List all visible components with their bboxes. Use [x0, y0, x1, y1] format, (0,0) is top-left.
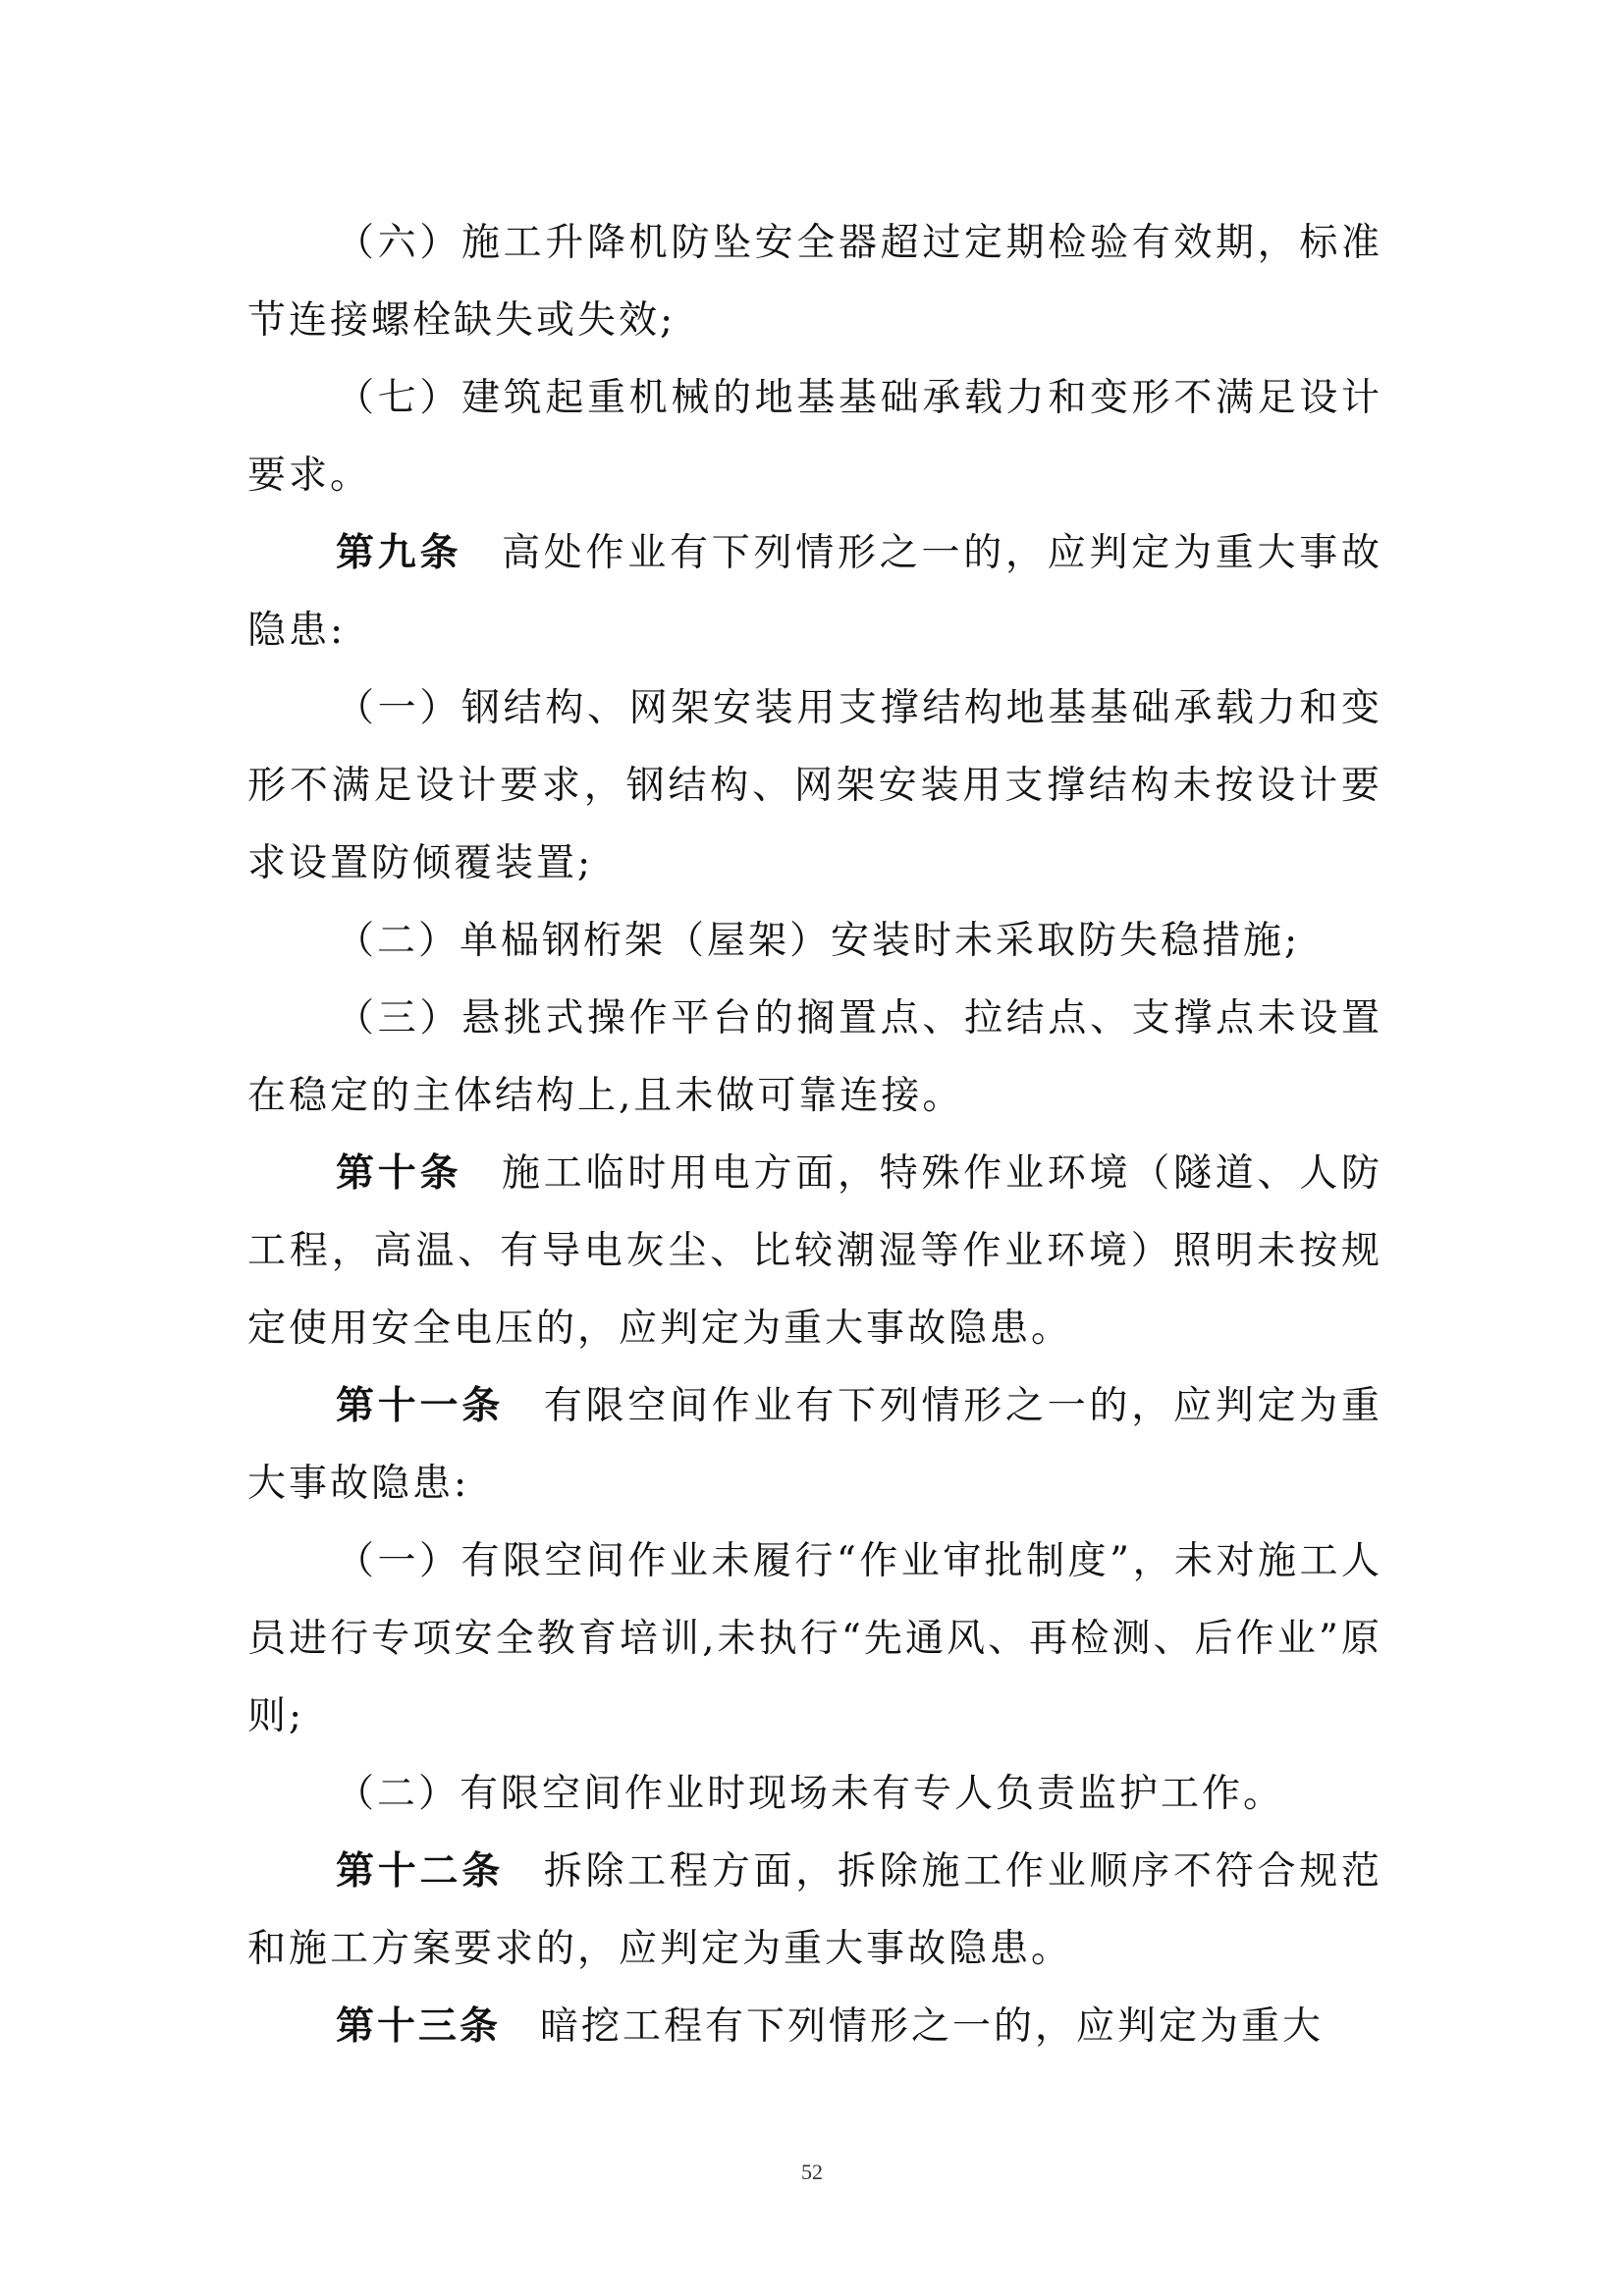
clause-text: （七）建筑起重机械的地基基础承载力和变形不满足设计要求。: [247, 376, 1382, 498]
clause-text: 暗挖工程有下列情形之一的，应判定为重大: [540, 2004, 1325, 2049]
article-heading: 第十二条: [336, 1849, 504, 1894]
clause-text: 拆除工程方面，拆除施工作业顺序不符合规范和施工方案要求的，应判定为重大事故隐患。: [247, 1849, 1382, 1971]
clause-text: （一）有限空间作业未履行“作业审批制度”，未对施工人员进行专项安全教育培训,未执行“先通风、再检测、后作业”原则;: [247, 1539, 1382, 1738]
page-number: 52: [801, 2160, 823, 2184]
article-heading: 第九条: [336, 531, 462, 575]
clause-text: （一）钢结构、网架安装用支撑结构地基基础承载力和变形不满足设计要求，钢结构、网架安装用支撑结构未按设计要求设置防倾覆装置;: [247, 686, 1382, 885]
clause-text: （三）悬挑式操作平台的搁置点、拉结点、支撑点未设置在稳定的主体结构上,且未做可靠连接。: [247, 996, 1382, 1118]
clause-text: 有限空间作业有下列情形之一的，应判定为重大事故隐患:: [247, 1384, 1382, 1506]
article-heading: 第十三条: [336, 2004, 502, 2049]
paragraph: [247, 669, 1382, 902]
paragraph: [247, 902, 1382, 980]
article-paragraph: [247, 1367, 1382, 1522]
article-paragraph: [247, 1833, 1382, 1988]
clause-text: （二）单榀钢桁架（屋架）安装时未采取防失稳措施;: [336, 919, 1301, 963]
article-paragraph: [247, 1135, 1382, 1367]
paragraph: [247, 980, 1382, 1135]
article-paragraph: [247, 1988, 1382, 2065]
paragraph: [247, 1522, 1382, 1755]
paragraph: [247, 1755, 1382, 1833]
clause-text: （六）施工升降机防坠安全器超过定期检验有效期，标准节连接螺栓缺失或失效;: [247, 221, 1382, 343]
paragraph: [247, 359, 1382, 514]
clause-text: 高处作业有下列情形之一的，应判定为重大事故隐患:: [247, 531, 1382, 653]
clause-text: 施工临时用电方面，特殊作业环境（隧道、人防工程，高温、有导电灰尘、比较潮湿等作业环境）照明未按规定使用安全电压的，应判定为重大事故隐患。: [247, 1151, 1382, 1351]
article-paragraph: [247, 514, 1382, 669]
article-heading: 第十一条: [336, 1384, 504, 1428]
paragraph: [247, 204, 1382, 359]
article-heading: 第十条: [336, 1151, 462, 1196]
clause-text: （二）有限空间作业时现场未有专人负责监护工作。: [336, 1772, 1285, 1816]
document-body: [247, 204, 1382, 2065]
